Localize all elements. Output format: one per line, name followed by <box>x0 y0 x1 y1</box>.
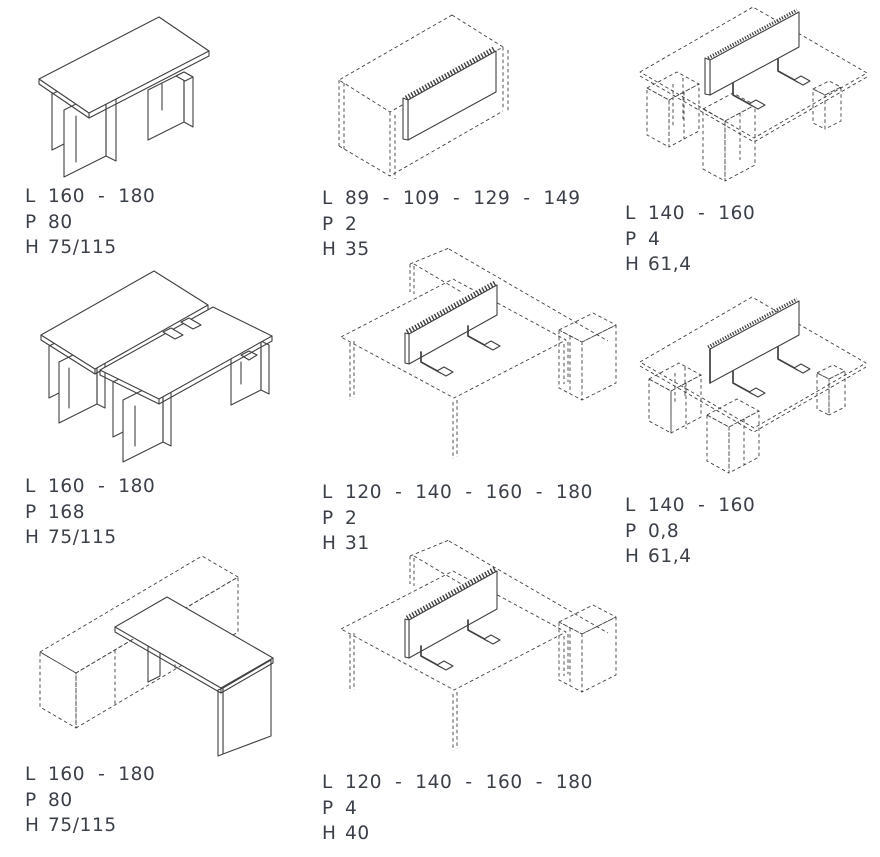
dimension-label: P <box>322 507 334 529</box>
screen-bracket <box>421 352 453 376</box>
screen-bracket <box>778 59 810 85</box>
product-cell-desktop-screen <box>303 248 620 554</box>
dimension-row <box>25 813 155 839</box>
dimension-row <box>25 235 155 261</box>
dimension-label: L <box>25 764 36 785</box>
dimension-row <box>625 252 755 278</box>
dimension-row <box>322 821 593 847</box>
dimension-value: 140 - 160 <box>648 495 756 516</box>
dimension-value: 4 <box>648 228 661 250</box>
dimension-value: 31 <box>345 533 370 554</box>
dimension-value: 4 <box>345 797 358 819</box>
dimension-row <box>625 519 755 545</box>
dimension-value: 80 <box>48 789 73 811</box>
screen-bracket <box>468 326 500 350</box>
dimension-label: L <box>625 495 636 516</box>
dimension-value: 75/115 <box>48 815 117 836</box>
product-cell-bench-screen-thin <box>613 283 880 567</box>
leg-dashed <box>817 365 845 415</box>
dimensions <box>25 184 155 261</box>
dimension-label: L <box>25 186 36 207</box>
dimension-label: P <box>25 789 37 811</box>
bench-outline-dashed <box>640 7 867 181</box>
dimension-label: P <box>25 211 37 233</box>
dimension-row <box>625 201 755 227</box>
dimension-value: 120 - 140 - 160 - 180 <box>345 482 594 503</box>
modesty-panel <box>403 49 496 140</box>
leg-dashed <box>813 81 841 129</box>
dimension-row <box>25 762 155 788</box>
dimensions <box>25 474 155 551</box>
dimension-row <box>625 493 755 519</box>
product-cell-desktop-screen-tall <box>303 540 620 844</box>
dimension-value: 75/115 <box>48 527 117 548</box>
dimension-value: 140 - 160 <box>648 203 756 224</box>
dimension-value: 89 - 109 - 129 - 149 <box>345 188 581 209</box>
dimension-row <box>322 770 593 796</box>
dimension-value: 61,4 <box>648 546 692 567</box>
dimension-label: L <box>322 482 333 503</box>
dimension-value: 75/115 <box>48 237 117 258</box>
dimension-value: 80 <box>48 211 73 233</box>
dimension-label: P <box>322 213 334 235</box>
product-cell-bench-screen <box>613 3 880 275</box>
dimension-label: P <box>25 501 37 523</box>
dimension-label: L <box>322 772 333 793</box>
dimension-label: P <box>625 520 637 542</box>
dimension-label: L <box>625 203 636 224</box>
product-cell-bench-desks <box>5 258 305 548</box>
dimension-value: 160 - 180 <box>48 476 156 497</box>
desk-outline-dashed <box>341 540 616 751</box>
bench-screen-drawing <box>613 3 880 199</box>
dimension-value: 168 <box>48 501 86 523</box>
desktop-screen-drawing <box>303 248 620 478</box>
modesty-panel-drawing <box>308 6 620 182</box>
dimension-row <box>322 506 593 532</box>
dimension-value: 2 <box>345 213 358 235</box>
screen-bracket <box>421 646 453 670</box>
dimension-label: H <box>25 527 40 548</box>
screen-panel <box>705 10 799 95</box>
dimension-label: H <box>25 815 40 836</box>
dimensions <box>25 762 155 839</box>
screen-bracket <box>733 371 765 397</box>
pedestal-dashed <box>703 93 755 181</box>
dimension-row <box>625 227 755 253</box>
dimension-label: H <box>25 237 40 258</box>
dimension-value: 160 - 180 <box>48 186 156 207</box>
dimension-label: P <box>322 797 334 819</box>
dimension-value: 160 - 180 <box>48 764 156 785</box>
bench-desks-drawing <box>5 258 305 470</box>
dimension-row <box>322 480 593 506</box>
desktop-screen-tall-drawing <box>303 540 620 768</box>
dimension-row <box>322 796 593 822</box>
dimension-row <box>25 788 155 814</box>
dimension-label: H <box>322 533 337 554</box>
dimension-value: 2 <box>345 507 358 529</box>
dimension-label: H <box>625 546 640 567</box>
product-cell-desk <box>8 4 300 258</box>
bench-screen-thin-drawing <box>613 283 880 491</box>
pedestal-dashed <box>707 399 759 473</box>
screen-bracket <box>778 347 810 373</box>
desk <box>115 597 273 756</box>
dimension-value: 120 - 140 - 160 - 180 <box>345 772 594 793</box>
dimension-label: H <box>322 823 337 844</box>
product-cell-desk-sideboard <box>5 548 305 836</box>
desk-sideboard-drawing <box>5 548 305 761</box>
screen-bracket <box>468 620 500 644</box>
dimension-label: L <box>322 188 333 209</box>
dimension-value: 61,4 <box>648 254 692 275</box>
dimensions <box>625 201 755 278</box>
dimension-label: L <box>25 476 36 497</box>
dimension-row <box>322 186 581 212</box>
dimension-value: 40 <box>345 823 370 844</box>
desk-outline-dashed <box>341 248 616 459</box>
screen-panel <box>405 283 497 364</box>
dimensions <box>625 493 755 570</box>
product-cell-modesty-panel <box>308 6 620 260</box>
dimension-value: 35 <box>345 239 370 260</box>
dimension-label: H <box>322 239 337 260</box>
dimension-row <box>625 544 755 570</box>
screen-panel <box>708 299 799 383</box>
dimension-row <box>25 474 155 500</box>
dimension-label: H <box>625 254 640 275</box>
dimension-label: P <box>625 228 637 250</box>
desk-drawing <box>8 4 300 180</box>
dimension-row <box>25 525 155 551</box>
dimensions <box>322 770 593 847</box>
dimension-row <box>322 212 581 238</box>
dimension-row <box>25 500 155 526</box>
screen-panel <box>405 569 497 658</box>
dimension-row <box>25 210 155 236</box>
dimension-value: 0,8 <box>648 520 680 542</box>
dimension-row <box>25 184 155 210</box>
